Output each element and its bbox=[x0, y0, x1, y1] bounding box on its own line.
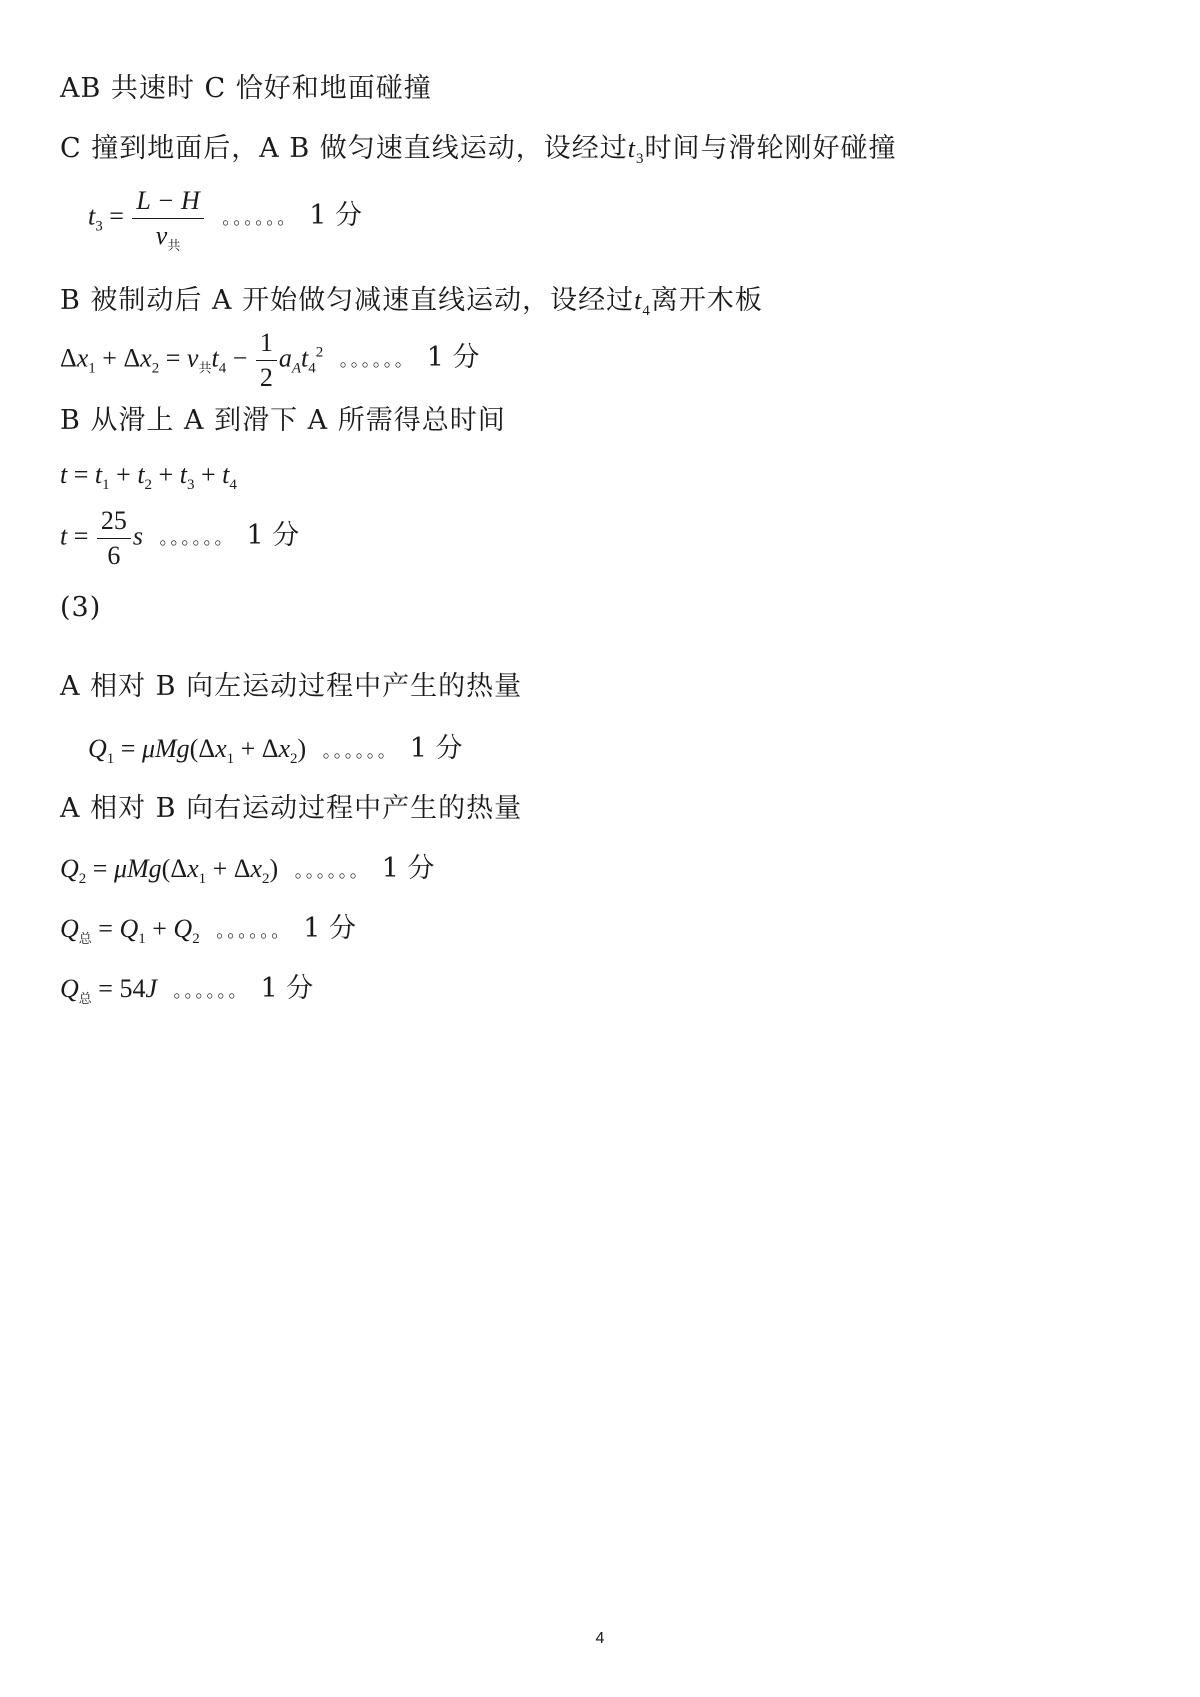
score-label: 1 分 bbox=[409, 733, 463, 764]
formula-q2: $Q_2 = \mu Mg(\Delta x_1 + \Delta x_2)$ 。。。。。。 1 分 bbox=[60, 853, 435, 887]
dots: 。。。。。。 bbox=[339, 350, 415, 372]
page-number: 4 bbox=[595, 1630, 605, 1647]
formula-time-sum: $t = t_1 + t_2 + t_3 + t_4$ bbox=[60, 460, 237, 493]
score-label: 1 分 bbox=[309, 200, 362, 232]
score-label: 1 分 bbox=[381, 853, 435, 884]
text-line-c-hits-ground: C 撞到地面后，A B 做匀速直线运动，设经过$t_3$时间与滑轮刚好碰撞 bbox=[60, 133, 897, 167]
fraction-t3: $\frac{L - H}{v_共}$ bbox=[132, 186, 203, 251]
formula-q-total-value: $Q_总 = 54J$ 。。。。。。 1 分 bbox=[60, 973, 314, 1007]
text-line-ab-common-speed: AB 共速时 C 恰好和地面碰撞 bbox=[60, 73, 432, 104]
section-label-3: (3) bbox=[60, 592, 102, 623]
formula-t3: $t_3$ = $\frac{L - H}{v_共}$ 。。。。。。 1 分 bbox=[88, 186, 362, 254]
dots: 。。。。。。 bbox=[173, 981, 249, 1002]
dots: 。。。。。。 bbox=[159, 528, 235, 550]
score-label: 1 分 bbox=[260, 973, 314, 1004]
fraction-half: $\frac{1}{2}$ bbox=[256, 328, 277, 393]
formula-q-total-sum: $Q_总 = Q_1 + Q_2$ 。。。。。。 1 分 bbox=[60, 913, 356, 947]
score-label: 1 分 bbox=[303, 913, 356, 944]
fraction-total-time: $\frac{25}{6}$ bbox=[97, 506, 131, 571]
formula-displacement: $\Delta x_1 + \Delta x_2 = v_共t_4$ − $\frac{1}{2}$ $a_At_4^2$ 。。。。。。 1 分 bbox=[60, 328, 480, 392]
dots: 。。。。。。 bbox=[294, 861, 370, 882]
formula-time-value: t = $\frac{25}{6}$ s 。。。。。。 1 分 bbox=[60, 506, 300, 570]
formula-q1: $Q_1 = \mu Mg(\Delta x_1 + \Delta x_2)$ 。。。。。。 1 分 bbox=[88, 733, 463, 767]
dots: 。。。。。。 bbox=[216, 921, 292, 942]
text-line-heat-right: A 相对 B 向右运动过程中产生的热量 bbox=[60, 793, 523, 824]
text-line-total-time: B 从滑上 A 到滑下 A 所需得总时间 bbox=[60, 405, 506, 436]
text-line-heat-left: A 相对 B 向左运动过程中产生的热量 bbox=[60, 671, 523, 702]
dots: 。。。。。。 bbox=[222, 208, 298, 230]
text-line-b-braked: B 被制动后 A 开始做匀减速直线运动，设经过$t_4$离开木板 bbox=[60, 285, 763, 319]
score-label: 1 分 bbox=[426, 342, 480, 374]
dots: 。。。。。。 bbox=[322, 741, 398, 762]
score-label: 1 分 bbox=[246, 520, 300, 552]
